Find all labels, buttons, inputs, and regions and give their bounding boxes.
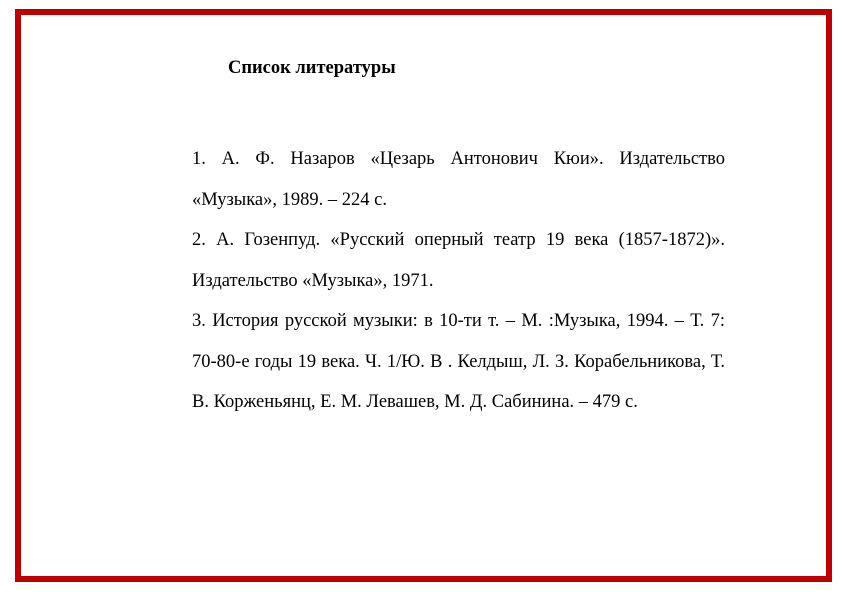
- reference-item-2: 2. А. Гозенпуд. «Русский оперный театр 19 века (1857-1872)». Издательство «Музыка», 1971.: [192, 230, 725, 291]
- reference-list: [192, 139, 725, 423]
- reference-item-1: 1. А. Ф. Назаров «Цезарь Антонович Кюи». Издательство «Музыка», 1989. – 224 с.: [192, 149, 725, 210]
- page-title: Список литературы: [228, 58, 396, 78]
- reference-item-3: 3. История русской музыки: в 10-ти т. – М. :Музыка, 1994. – Т. 7: 70-80-е годы 19 века. Ч. 1/Ю. В . Келдыш, Л. З. Корабельникова, Т. В. Корженьянц, Е. М. Левашев, М. Д. Сабинина. – 479 с.: [192, 311, 725, 412]
